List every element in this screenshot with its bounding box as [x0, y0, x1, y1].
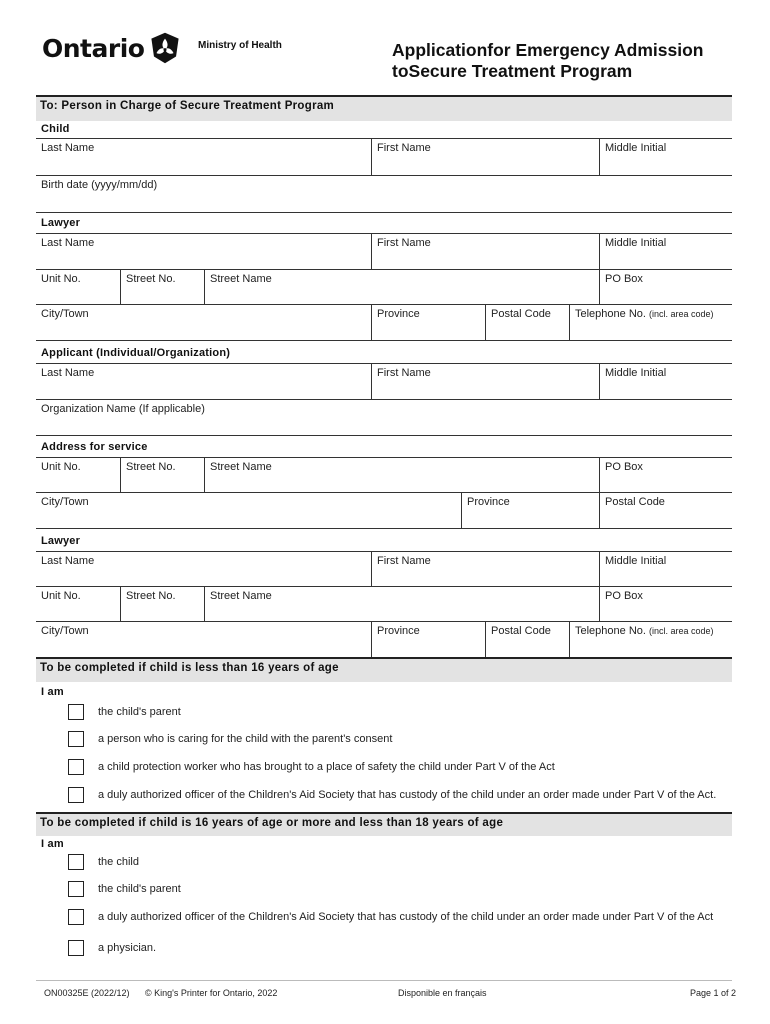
service-street-no-field[interactable]: Street No. [120, 458, 204, 492]
lawyer-first-name-field[interactable]: First Name [371, 234, 599, 269]
lawyer2-city-row [36, 621, 732, 657]
divider [36, 212, 732, 213]
lawyer-street-no-field[interactable]: Street No. [120, 270, 204, 304]
lawyer-city-field[interactable]: City/Town [41, 308, 89, 320]
age16to18-option-physician[interactable]: a physician. [68, 940, 156, 956]
lawyer2-name-row [36, 551, 732, 586]
service-province-field[interactable]: Province [461, 493, 599, 528]
lawyer2-telephone-field[interactable]: Telephone No. (incl. area code) [569, 622, 732, 657]
lawyer-heading: Lawyer [41, 217, 81, 229]
lawyer-telephone-field[interactable]: Telephone No. (incl. area code) [569, 305, 732, 340]
applicant-first-name-field[interactable]: First Name [371, 364, 599, 399]
age16to18-option-parent[interactable]: the child's parent [68, 881, 181, 897]
checkbox[interactable] [68, 940, 84, 956]
lawyer-address-row [36, 269, 732, 304]
lawyer2-address-row [36, 586, 732, 621]
under16-option-protection-worker[interactable]: a child protection worker who has brought to a place of safety the child under Part V of the Act [68, 759, 555, 775]
ministry-name: Ministry of Health [198, 40, 282, 51]
lawyer2-street-name-field[interactable]: Street Name [204, 587, 599, 621]
footer-divider [36, 980, 732, 981]
form-number: ON00325E (2022/12) [44, 988, 130, 998]
under16-option-caregiver[interactable]: a person who is caring for the child with the parent's consent [68, 731, 392, 747]
checkbox[interactable] [68, 731, 84, 747]
service-unit-no-field[interactable]: Unit No. [41, 461, 81, 473]
age16to18-i-am: I am [41, 838, 64, 850]
under16-option-cas-officer[interactable]: a duly authorized officer of the Children's Aid Society that has custody of the child under an order made under Part V of the Act. [68, 787, 716, 803]
service-postal-field[interactable]: Postal Code [599, 493, 732, 528]
under16-band: To be completed if child is less than 16 years of age [36, 657, 732, 682]
trillium-icon [148, 31, 182, 65]
checkbox[interactable] [68, 881, 84, 897]
divider [36, 528, 732, 529]
under16-option-parent[interactable]: the child's parent [68, 704, 181, 720]
service-city-row [36, 492, 732, 528]
child-birth-date-field[interactable]: Birth date (yyyy/mm/dd) [41, 179, 158, 191]
lawyer2-last-name-field[interactable]: Last Name [41, 555, 95, 567]
french-availability: Disponible en français [398, 988, 487, 998]
page-number: Page 1 of 2 [689, 988, 736, 998]
applicant-name-row [36, 363, 732, 399]
service-po-box-field[interactable]: PO Box [599, 458, 732, 492]
under16-i-am: I am [41, 686, 64, 698]
service-street-name-field[interactable]: Street Name [204, 458, 599, 492]
service-city-field[interactable]: City/Town [41, 496, 89, 508]
applicant-middle-initial-field[interactable]: Middle Initial [599, 364, 732, 399]
age16to18-band: To be completed if child is 16 years of age or more and less than 18 years of age [36, 812, 732, 836]
organization-name-field[interactable]: Organization Name (If applicable) [41, 403, 205, 415]
applicant-last-name-field[interactable]: Last Name [41, 367, 95, 379]
child-birth-row [36, 175, 732, 212]
child-heading: Child [41, 123, 70, 135]
lawyer-province-field[interactable]: Province [371, 305, 485, 340]
to-band: To: Person in Charge of Secure Treatment Program [36, 95, 732, 121]
ontario-logo [42, 30, 182, 66]
lawyer2-middle-initial-field[interactable]: Middle Initial [599, 552, 732, 586]
lawyer2-postal-field[interactable]: Postal Code [485, 622, 569, 657]
form-title-line1: Applicationfor Emergency Admission [392, 40, 704, 60]
age16to18-option-child[interactable]: the child [68, 854, 139, 870]
child-name-row [36, 138, 732, 175]
child-middle-initial-field[interactable]: Middle Initial [599, 139, 732, 175]
lawyer2-first-name-field[interactable]: First Name [371, 552, 599, 586]
checkbox[interactable] [68, 704, 84, 720]
checkbox[interactable] [68, 787, 84, 803]
lawyer-street-name-field[interactable]: Street Name [204, 270, 599, 304]
divider [36, 435, 732, 436]
lawyer2-street-no-field[interactable]: Street No. [120, 587, 204, 621]
lawyer2-unit-no-field[interactable]: Unit No. [41, 590, 81, 602]
lawyer2-po-box-field[interactable]: PO Box [599, 587, 732, 621]
applicant-org-row [36, 399, 732, 435]
address-service-heading: Address for service [41, 441, 148, 453]
lawyer-po-box-field[interactable]: PO Box [599, 270, 732, 304]
lawyer-unit-no-field[interactable]: Unit No. [41, 273, 81, 285]
checkbox[interactable] [68, 759, 84, 775]
checkbox[interactable] [68, 909, 84, 925]
child-first-name-field[interactable]: First Name [371, 139, 599, 175]
lawyer2-heading: Lawyer [41, 535, 81, 547]
age16to18-option-cas-officer[interactable]: a duly authorized officer of the Children's Aid Society that has custody of the child under an order made under Part V of the Act [68, 909, 713, 925]
copyright: © King's Printer for Ontario, 2022 [145, 988, 278, 998]
applicant-heading: Applicant (Individual/Organization) [41, 347, 231, 359]
lawyer2-city-field[interactable]: City/Town [41, 625, 89, 637]
lawyer-postal-field[interactable]: Postal Code [485, 305, 569, 340]
lawyer-city-row [36, 304, 732, 340]
form-title-line2: toSecure Treatment Program [392, 61, 633, 81]
form-title [392, 40, 752, 82]
lawyer2-province-field[interactable]: Province [371, 622, 485, 657]
logo-wordmark: Ontario [42, 33, 145, 63]
checkbox[interactable] [68, 854, 84, 870]
service-address-row [36, 457, 732, 492]
lawyer-middle-initial-field[interactable]: Middle Initial [599, 234, 732, 269]
lawyer-last-name-field[interactable]: Last Name [41, 237, 95, 249]
child-last-name-field[interactable]: Last Name [41, 142, 95, 154]
lawyer-name-row [36, 233, 732, 269]
divider [36, 340, 732, 341]
